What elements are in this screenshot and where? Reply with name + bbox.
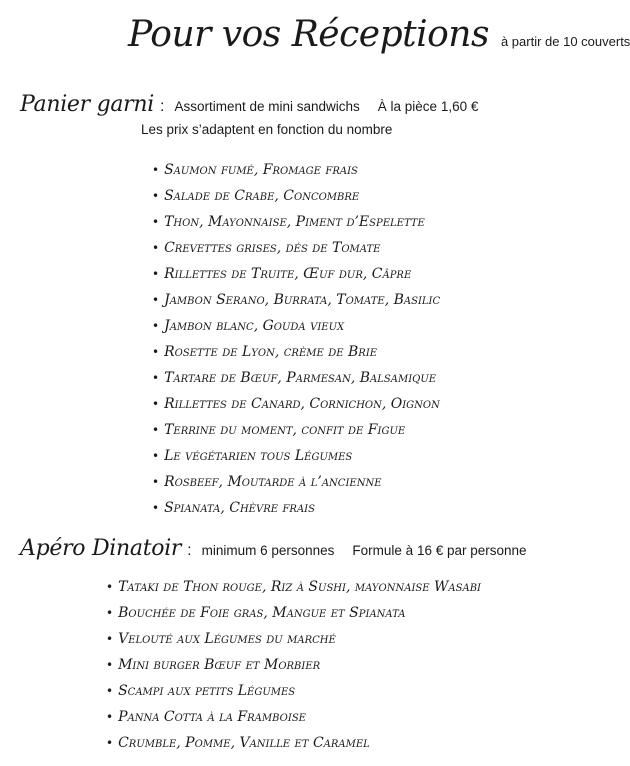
bullet-icon: • [152,267,160,281]
menu-item-text: Salade de Crabe, Concombre [164,188,360,204]
menu-item-text: Velouté aux Légumes du marché [118,631,336,647]
bullet-icon: • [152,319,160,333]
panier-menu-item [152,209,440,235]
apero-menu-item [106,574,481,600]
panier-menu-item [152,287,440,313]
menu-item-text: Rillettes de Canard, Cornichon, Oignon [164,396,440,412]
panier-price: À la pièce 1,60 € [377,99,479,114]
bullet-icon: • [106,580,114,594]
panier-menu-item [152,495,440,521]
panier-menu-item [152,157,440,183]
menu-item-text: Spianata, Chèvre frais [164,500,315,516]
bullet-icon: • [152,345,160,359]
panier-note: Les prix s’adaptent en fonction du nombre [141,122,393,137]
bullet-icon: • [106,632,114,646]
panier-menu-item [152,365,440,391]
apero-description: minimum 6 personnes [201,543,335,558]
bullet-icon: • [152,449,160,463]
bullet-icon: • [106,736,114,750]
menu-item-text: Scampi aux petits Légumes [118,683,296,699]
panier-label: Panier garni [20,92,154,117]
page-header [128,14,630,55]
menu-item-text: Crumble, Pomme, Vanille et Caramel [118,735,370,751]
panier-menu-item [152,443,440,469]
apero-price: Formule à 16 € par personne [352,543,527,558]
menu-item-text: Rillettes de Truite, Œuf dur, Câpre [164,266,412,282]
menu-item-text: Jambon Serano, Burrata, Tomate, Basilic [164,292,441,308]
apero-menu-item [106,652,481,678]
menu-item-text: Panna Cotta à la Framboise [118,709,306,725]
bullet-icon: • [152,423,160,437]
apero-menu-item [106,600,481,626]
menu-item-text: Crevettes grises, dés de Tomate [164,240,381,256]
panier-menu-item [152,417,440,443]
bullet-icon: • [106,606,114,620]
panier-menu-item [152,339,440,365]
apero-menu-item [106,704,481,730]
menu-item-text: Le végétarien tous Légumes [164,448,353,464]
menu-item-text: Saumon fumé, Fromage frais [164,162,358,178]
bullet-icon: • [152,397,160,411]
bullet-icon: • [152,371,160,385]
apero-menu-item [106,730,481,756]
menu-item-text: Mini burger Bœuf et Morbier [118,657,321,673]
bullet-icon: • [152,293,160,307]
panier-menu-item [152,261,440,287]
panier-colon: : [160,98,165,115]
bullet-icon: • [152,501,160,515]
menu-item-text: Rosette de Lyon, crème de Brie [164,344,378,360]
bullet-icon: • [106,684,114,698]
apero-menu-item [106,678,481,704]
panier-menu-item [152,235,440,261]
bullet-icon: • [106,710,114,724]
menu-item-text: Tataki de Thon rouge, Riz à Sushi, mayonnaise Wasabi [118,579,481,595]
panier-section-header [20,92,478,117]
apero-label: Apéro Dinatoir [20,536,182,561]
menu-item-text: Terrine du moment, confit de Figue [164,422,406,438]
bullet-icon: • [152,215,160,229]
menu-item-text: Jambon blanc, Gouda vieux [164,318,345,334]
panier-item-list [152,157,440,521]
apero-colon: : [187,542,192,559]
panier-menu-item [152,469,440,495]
menu-item-text: Rosbeef, Moutarde à l’ancienne [164,474,382,490]
panier-menu-item [152,183,440,209]
apero-item-list [106,574,481,756]
page-subtitle: à partir de 10 couverts [500,34,630,49]
bullet-icon: • [152,475,160,489]
menu-item-text: Tartare de Bœuf, Parmesan, Balsamique [164,370,437,386]
apero-section-header [20,536,527,561]
menu-item-text: Thon, Mayonnaise, Piment d’Espelette [164,214,425,230]
menu-item-text: Bouchée de Foie gras, Mangue et Spianata [118,605,406,621]
bullet-icon: • [152,189,160,203]
bullet-icon: • [152,163,160,177]
bullet-icon: • [106,658,114,672]
apero-menu-item [106,626,481,652]
panier-menu-item [152,391,440,417]
panier-menu-item [152,313,440,339]
panier-description: Assortiment de mini sandwichs [174,99,360,114]
bullet-icon: • [152,241,160,255]
page-title: Pour vos Réceptions [128,14,489,55]
